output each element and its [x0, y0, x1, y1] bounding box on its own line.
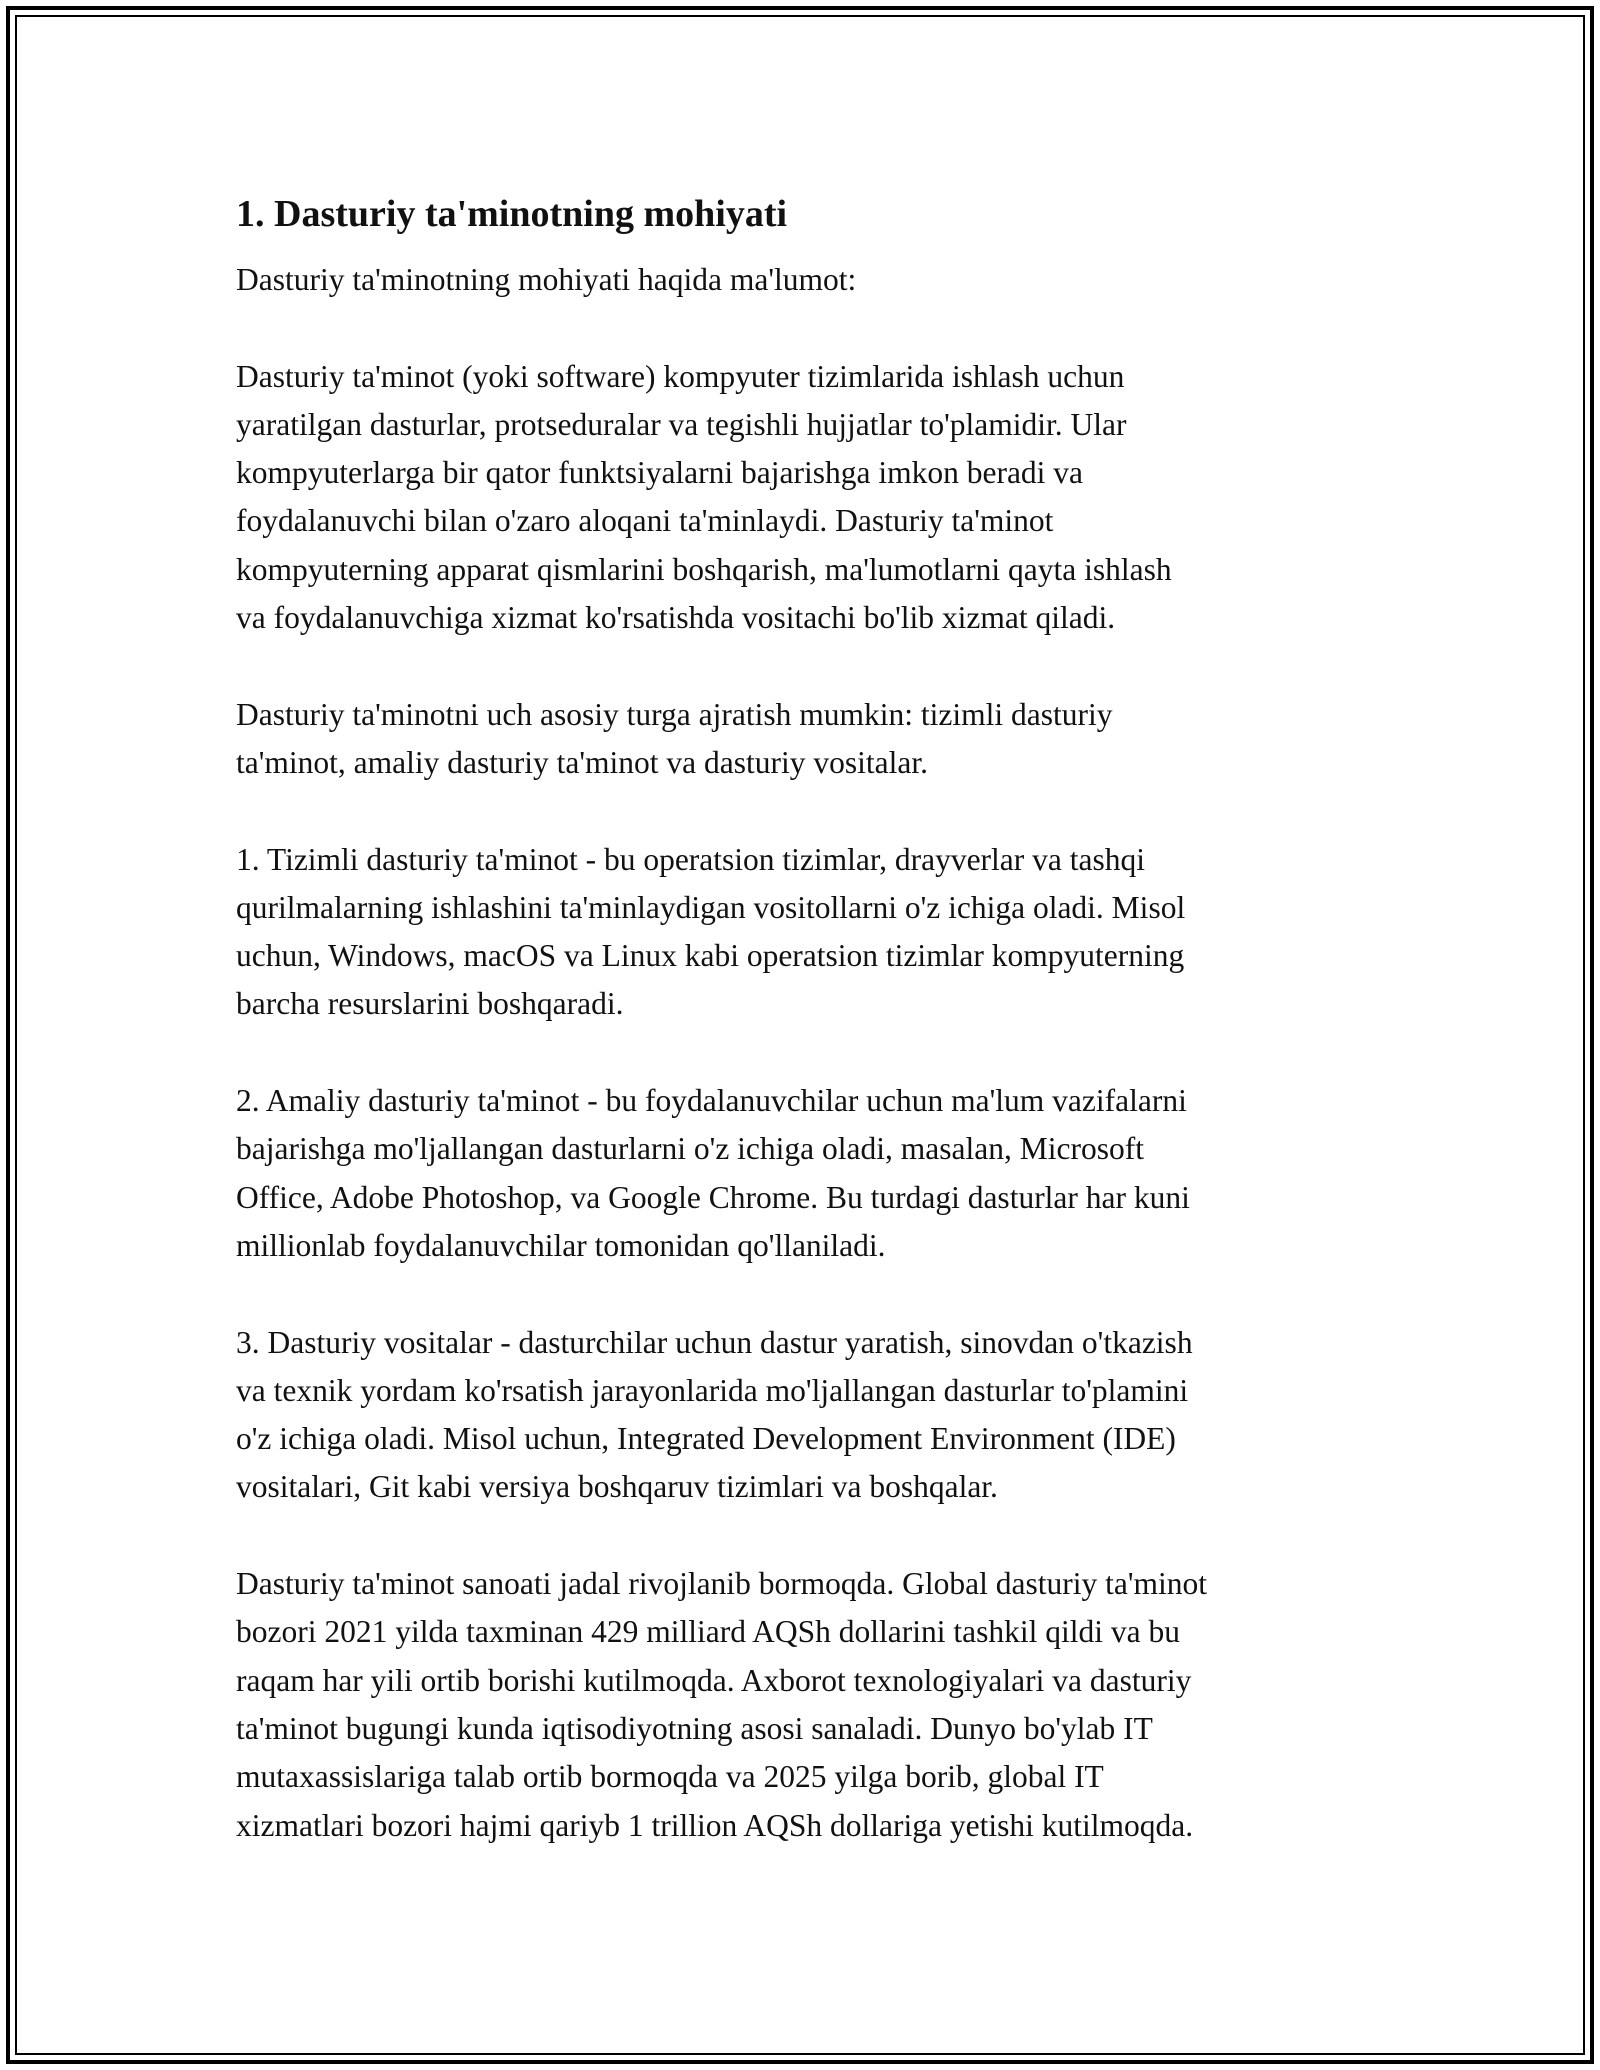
- paragraph-industry: [236, 1560, 1376, 1850]
- text-line: yaratilgan dasturlar, protseduralar va tegishli hujjatlar to'plamidir. Ular: [236, 406, 1127, 442]
- paragraph-software-tools: [236, 1319, 1376, 1512]
- document-title: 1. Dasturiy ta'minotning mohiyati: [236, 193, 788, 235]
- text-line: 3. Dasturiy vositalar - dasturchilar uchun dastur yaratish, sinovdan o'tkazish: [236, 1324, 1193, 1360]
- text-line: ta'minot bugungi kunda iqtisodiyotning asosi sanaladi. Dunyo bo'ylab IT: [236, 1710, 1153, 1746]
- text-line: Dasturiy ta'minot sanoati jadal rivojlanib bormoqda. Global dasturiy ta'minot: [236, 1566, 1208, 1602]
- text-line: bajarishga mo'ljallangan dasturlarni o'z ichiga oladi, masalan, Microsoft: [236, 1131, 1144, 1167]
- text-line: xizmatlari bozori hajmi qariyb 1 trillion AQSh dollariga yetishi kutilmoqda.: [236, 1807, 1194, 1843]
- text-line: va foydalanuvchiga xizmat ko'rsatishda vositachi bo'lib xizmat qiladi.: [236, 600, 1116, 636]
- document-content: [236, 186, 1376, 1850]
- paragraph-intro: [236, 256, 1376, 304]
- text-line: mutaxassislariga talab ortib bormoqda va 2025 yilga borib, global IT: [236, 1759, 1104, 1795]
- paragraph-types-overview: [236, 691, 1376, 788]
- paragraph-definition: [236, 353, 1376, 643]
- text-line: millionlab foydalanuvchilar tomonidan qo'llaniladi.: [236, 1227, 886, 1263]
- text-line: Dasturiy ta'minotning mohiyati haqida ma'lumot:: [236, 262, 857, 297]
- text-line: Office, Adobe Photoshop, va Google Chrome. Bu turdagi dasturlar har kuni: [236, 1179, 1190, 1215]
- text-line: vositalari, Git kabi versiya boshqaruv tizimlari va boshqalar.: [236, 1469, 998, 1505]
- text-line: o'z ichiga oladi. Misol uchun, Integrated Development Environment (IDE): [236, 1421, 1176, 1457]
- paragraph-system-software: [236, 836, 1376, 1029]
- text-line: Dasturiy ta'minotni uch asosiy turga ajratish mumkin: tizimli dasturiy: [236, 696, 1113, 732]
- text-line: barcha resurslarini boshqaradi.: [236, 986, 624, 1022]
- text-line: foydalanuvchi bilan o'zaro aloqani ta'minlaydi. Dasturiy ta'minot: [236, 503, 1054, 539]
- text-line: uchun, Windows, macOS va Linux kabi operatsion tizimlar kompyuterning: [236, 938, 1185, 974]
- text-line: kompyuterning apparat qismlarini boshqarish, ma'lumotlarni qayta ishlash: [236, 551, 1172, 587]
- text-line: va texnik yordam ko'rsatish jarayonlarida mo'ljallangan dasturlar to'plamini: [236, 1372, 1189, 1408]
- text-line: Dasturiy ta'minot (yoki software) kompyuter tizimlarida ishlash uchun: [236, 358, 1125, 394]
- text-line: qurilmalarning ishlashini ta'minlaydigan vositollarni o'z ichiga oladi. Misol: [236, 889, 1186, 925]
- paragraph-application-software: [236, 1077, 1376, 1270]
- text-line: 2. Amaliy dasturiy ta'minot - bu foydalanuvchilar uchun ma'lum vazifalarni: [236, 1083, 1187, 1119]
- text-line: ta'minot, amaliy dasturiy ta'minot va dasturiy vositalar.: [236, 744, 928, 780]
- text-line: bozori 2021 yilda taxminan 429 milliard AQSh dollarini tashkil qildi va bu: [236, 1614, 1181, 1650]
- text-line: kompyuterlarga bir qator funktsiyalarni bajarishga imkon beradi va: [236, 455, 1084, 491]
- text-line: 1. Tizimli dasturiy ta'minot - bu operatsion tizimlar, drayverlar va tashqi: [236, 841, 1145, 877]
- text-line: raqam har yili ortib borishi kutilmoqda. Axborot texnologiyalari va dasturiy: [236, 1662, 1192, 1698]
